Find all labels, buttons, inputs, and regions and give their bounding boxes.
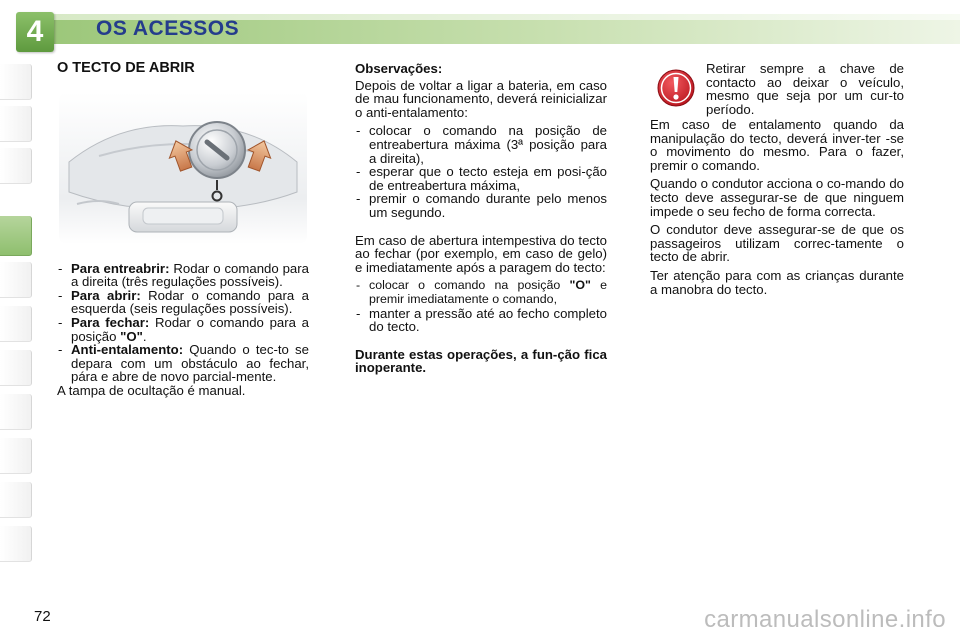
right-paragraph: Ter atenção para com as crianças durante a manobra do tecto.	[650, 267, 904, 297]
item-text-end: .	[142, 328, 147, 344]
list-item	[57, 343, 309, 384]
chapter-tab[interactable]	[0, 350, 32, 386]
item-position-label: "O"	[569, 278, 591, 293]
list-item: - esperar que o tecto esteja em posi-ção de entreabertura máxima,	[355, 165, 607, 192]
item-label: Para entreabrir:	[71, 260, 170, 276]
chapter-number-badge: 4	[16, 12, 54, 52]
list-item: - premir o comando durante pelo menos um segundo.	[355, 192, 607, 219]
chapter-tab[interactable]	[0, 64, 32, 100]
warning-bold-wrap	[355, 348, 607, 375]
chapter-tab[interactable]	[0, 438, 32, 474]
item-text: Rodar o comando para a direita (três regulações possíveis).	[71, 260, 309, 290]
item-label: Para fechar:	[71, 314, 150, 330]
list-item	[57, 289, 309, 316]
item-text-end: e premir imediatamente o comando,	[369, 278, 607, 306]
right-column	[650, 118, 904, 301]
item-position-label: "O"	[120, 328, 143, 344]
chapter-tab[interactable]	[0, 482, 32, 518]
page-number: 72	[34, 608, 51, 625]
chapter-tab[interactable]	[0, 106, 32, 142]
warning-exclamation-icon	[656, 68, 696, 108]
right-paragraph: O condutor deve assegurar-se de que os passageiros utilizam correc-tamente o tecto de abrir.	[650, 222, 904, 265]
observations-heading-wrap	[355, 62, 607, 76]
observations-paragraph-2: Em caso de abertura intempestiva do tecto ao fechar (por exemplo, em caso de gelo) e imediatamente após a paragem do tecto:	[355, 232, 607, 275]
list-item	[57, 316, 309, 343]
item-label: Para abrir:	[71, 287, 141, 303]
chapter-tab-strip	[0, 64, 34, 574]
inoperative-warning: Durante estas operações, a fun-ção fica inoperante.	[355, 346, 607, 376]
item-text: Rodar o comando para a posição	[71, 314, 310, 344]
right-paragraph: Quando o condutor acciona o co-mando do tecto deve assegurar-se de que ninguem impede o seu fecho de forma correcta.	[650, 176, 904, 219]
sunroof-dial-drawing	[59, 92, 307, 244]
observations-intro: Depois de voltar a ligar a bateria, em caso de mau funcionamento, deverá reinicializar o anti-entalamento:	[355, 77, 607, 120]
list-item: - manter a pressão até ao fecho completo do tecto.	[355, 307, 607, 334]
list-item: - colocar o comando na posição de entreabertura máxima (3ª posição para a direita),	[355, 124, 607, 165]
right-paragraph: Em caso de entalamento quando da manipulação do tecto, deverá inver-ter -se o movimento do mesmo. Para o fazer, premir o comando.	[650, 117, 904, 173]
item-text: Rodar o comando para a esquerda (seis regulações possíveis).	[71, 287, 309, 317]
chapter-tab-active[interactable]	[0, 216, 32, 256]
chapter-tab[interactable]	[0, 262, 32, 298]
left-column	[57, 62, 309, 403]
observations-heading: Observações:	[355, 61, 443, 76]
chapter-tab[interactable]	[0, 148, 32, 184]
list-item	[355, 279, 607, 306]
footer-note: A tampa de ocultação é manual.	[57, 382, 246, 398]
chapter-tab[interactable]	[0, 306, 32, 342]
item-text: colocar o comando na posição	[369, 278, 570, 293]
item-text: Quando o tec-to se depara com um obstáculo ao fechar, pára e abre de novo parcial-mente.	[71, 342, 309, 385]
chapter-tab[interactable]	[0, 394, 32, 430]
watermark: carmanualsonline.info	[704, 606, 946, 633]
middle-column	[355, 62, 607, 380]
section-title: O TECTO DE ABRIR	[57, 60, 195, 76]
warning-text: Retirar sempre a chave de contacto ao deixar o veículo, mesmo que seja por um cur-to período.	[706, 61, 904, 117]
list-item	[57, 262, 309, 289]
chapter-title: OS ACESSOS	[96, 17, 240, 40]
sunroof-control-illustration	[59, 92, 307, 244]
header-bar	[0, 0, 960, 50]
chapter-tab[interactable]	[0, 526, 32, 562]
item-label: Anti-entalamento:	[71, 342, 184, 358]
